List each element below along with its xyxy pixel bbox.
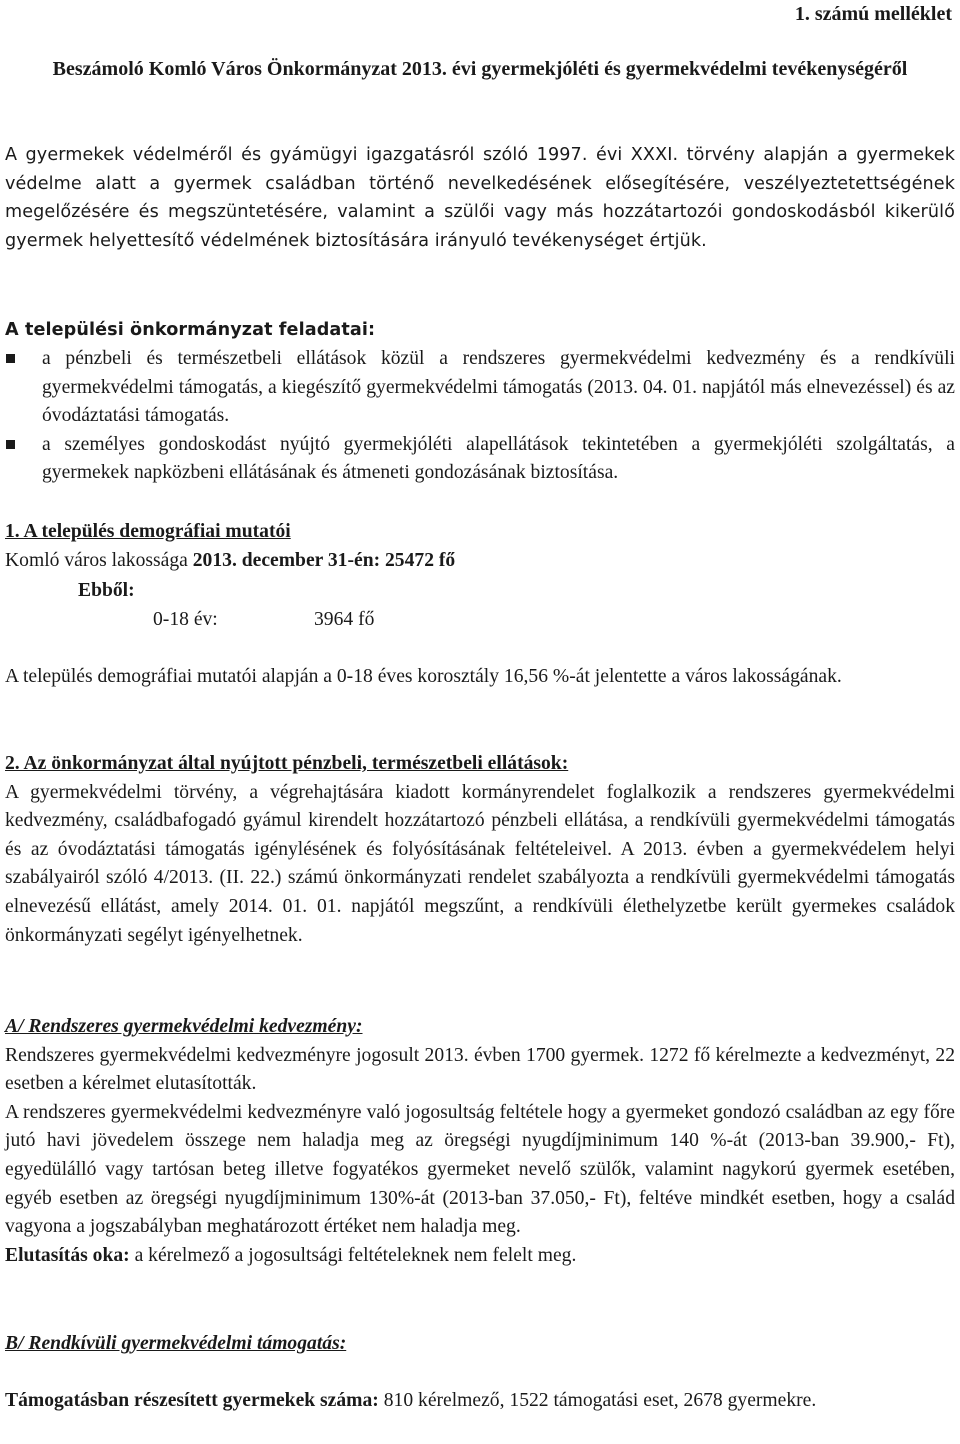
supported-children-text: 810 kérelmező, 1522 támogatási eset, 2678 gyermekre. xyxy=(378,1390,817,1411)
section-a-heading: A/ Rendszeres gyermekvédelmi kedvezmény: xyxy=(5,1016,363,1037)
tasks-list xyxy=(5,345,955,488)
population-line xyxy=(5,547,955,576)
demographic-summary: A település demográfiai mutatói alapján a 0-18 éves korosztály 16,56 %-át jelentette a város lakosságának. xyxy=(5,666,842,687)
intro-paragraph: A gyermekek védelméről és gyámügyi igazgatásról szóló 1997. évi XXXI. törvény alapján a gyermekek védelme alatt a gyermek családban történő nevelkedésének elősegítésére, veszélyeztetettségének megelőzésére és megszüntetésére, valamint a szülői vagy más hozzátartozói gondoskodásból kikerülő gyermek helyettesítő védelmének biztosítására irányuló tevékenységet értjük. xyxy=(5,145,955,251)
rejection-label: Elutasítás oka: xyxy=(5,1244,130,1266)
section-2-body: A gyermekvédelmi törvény, a végrehajtására kiadott kormányrendelet foglalkozik a rendszeres gyermekvédelmi kedvezmény, családbafogadó gyámul kirendelt hozzátartozó pénzbeli ellátása, a rendkívüli gyermekvédelmi támogatás és az óvodáztatási támogatás igénylésének és folyósításának feltételeivel. A 2013. évben a gyermekvédelem helyi szabályairól szóló 4/2013. (II. 22.) számú önkormányzati rendelet szabályozta a rendkívüli gyermekvédelmi támogatás elnevezésű ellátást, amely 2014. 01. 01. napjától megszűnt, a rendkívüli élethelyzetbe került gyermekes családok önkormányzati segélyt igényelhetnek. xyxy=(5,781,955,946)
age-group-value: 3964 fő xyxy=(314,609,375,630)
task-item xyxy=(5,431,955,488)
section-2-heading: 2. Az önkormányzat által nyújtott pénzbeli, természetbeli ellátások: xyxy=(5,753,569,774)
rejection-line xyxy=(5,1242,955,1271)
section-1 xyxy=(5,518,955,575)
section-1-heading: 1. A település demográfiai mutatói xyxy=(5,521,291,542)
age-group-label: 0-18 év: xyxy=(153,609,218,630)
bullet-square-icon xyxy=(6,354,15,363)
bullet-square-icon xyxy=(6,440,15,449)
section-a xyxy=(5,1013,955,1270)
of-which-label: Ebből: xyxy=(78,580,135,601)
section-a-paragraph-2: A rendszeres gyermekvédelmi kedvezményre való jogosultság feltétele hogy a gyermeket gondozó családban az egy főre jutó havi jövedelem összege nem haladja meg az öregségi nyugdíjminimum 140 %-át (2013-ban 39.900,- Ft), egyedülálló vagy tartósan beteg illetve fogyatékos gyermeket nevelő szülők, valamint nagykorú gyermek esetében, egyéb esetben az öregségi nyugdíjminimum 130%-át (2013-ban 37.050,- Ft), feltéve mindkét esetben, hogy a család vagyona a jogszabályban meghatározott értéket nem haladja meg. xyxy=(5,1101,955,1238)
tasks-section xyxy=(5,316,955,345)
task-item-text: a személyes gondoskodást nyújtó gyermekjóléti alapellátások tekintetében a gyermekjóléti szolgáltatás, a gyermekek napközbeni ellátásának és átmeneti gondozásának biztosítása. xyxy=(42,433,955,484)
population-value: 2013. december 31-én: 25472 fő xyxy=(192,549,456,571)
tasks-heading: A települési önkormányzat feladatai: xyxy=(5,320,376,340)
rejection-text: a kérelmező a jogosultsági feltételeknek nem felelt meg. xyxy=(129,1244,577,1266)
section-2 xyxy=(5,750,955,950)
annex-label: 1. számú melléklet xyxy=(794,3,952,25)
population-label: Komló város lakossága xyxy=(5,549,193,571)
document-title: Beszámoló Komló Város Önkormányzat 2013. évi gyermekjóléti és gyermekvédelmi tevékenységéről xyxy=(52,58,908,80)
task-item-text: a pénzbeli és természetbeli ellátások közül a rendszeres gyermekvédelmi kedvezmény és a rendkívüli gyermekvédelmi támogatás, a kiegészítő gyermekvédelmi támogatás (2013. 04. 01. napjától más elnevezéssel) és az óvodáztatási támogatás. xyxy=(42,348,955,427)
section-a-paragraph-1: Rendszeres gyermekvédelmi kedvezményre jogosult 2013. évben 1700 gyermek. 1272 fő kérelmezte a kedvezményt, 22 esetben a kérelmet elutasították. xyxy=(5,1044,955,1095)
supported-children-label: Támogatásban részesített gyermekek száma: xyxy=(5,1390,379,1411)
section-b-heading: B/ Rendkívüli gyermekvédelmi támogatás: xyxy=(5,1333,347,1354)
task-item xyxy=(5,345,955,431)
section-b xyxy=(5,1330,955,1359)
section-b-body xyxy=(5,1387,955,1416)
